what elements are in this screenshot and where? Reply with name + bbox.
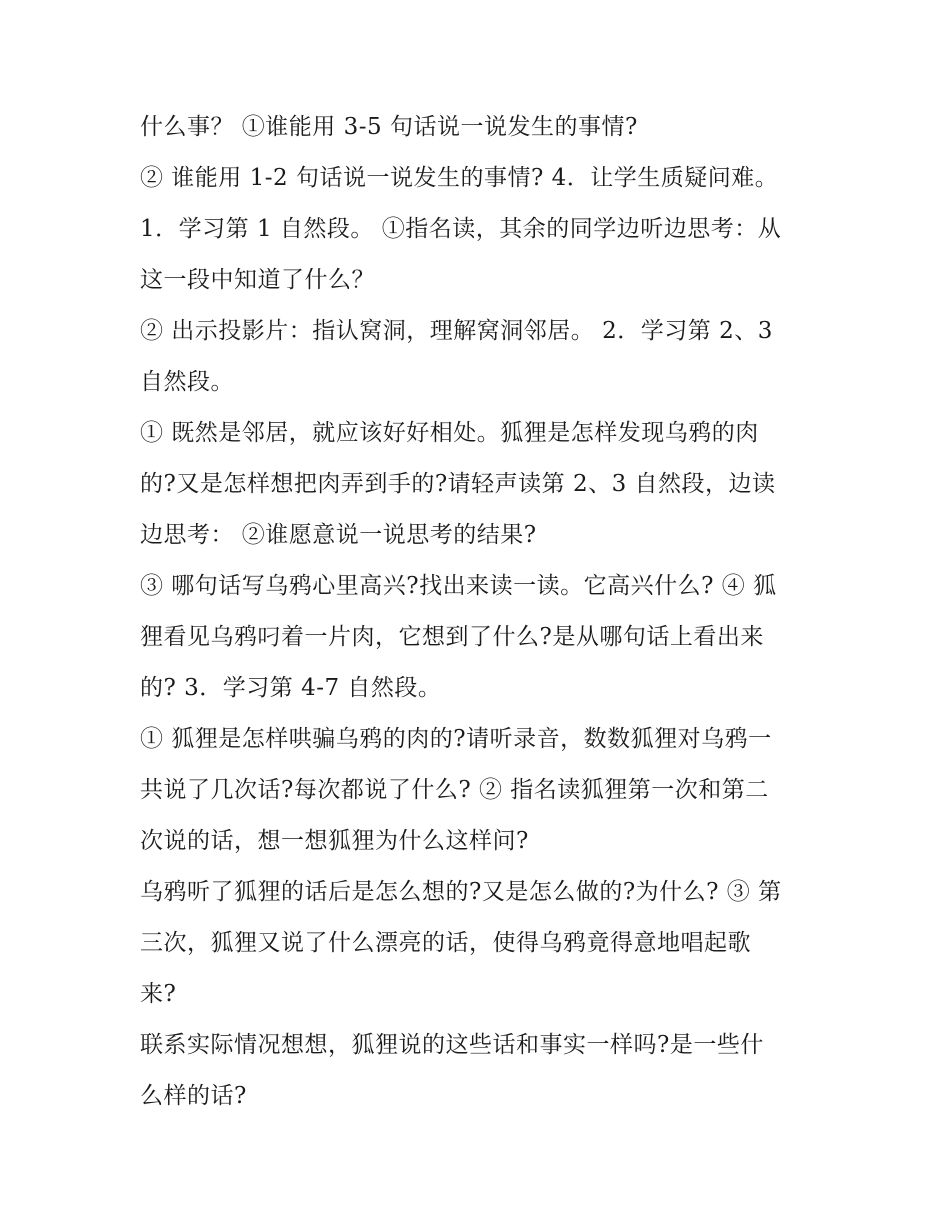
text-line: ③ 哪句话写乌鸦心里高兴?找出来读一读。它高兴什么? ④ 狐 bbox=[140, 573, 777, 599]
text-line: 共说了几次话?每次都说了什么? ② 指名读狐狸第一次和第二 bbox=[140, 777, 769, 803]
text-line: ② 出示投影片：指认窝洞，理解窝洞邻居。 2．学习第 2、3 bbox=[140, 318, 773, 344]
text-line: 的? 3．学习第 4-7 自然段。 bbox=[140, 675, 442, 701]
text-line: 什么事？ ①谁能用 3-5 句话说一说发生的事情? bbox=[140, 114, 638, 140]
text-line: 边思考： ②谁愿意说一说思考的结果? bbox=[140, 522, 537, 548]
text-line: 乌鸦听了狐狸的话后是怎么想的?又是怎么做的?为什么? ③ 第 bbox=[140, 879, 782, 905]
text-line: ② 谁能用 1-2 句话说一说发生的事情? 4．让学生质疑问难。 bbox=[140, 165, 779, 191]
document-body bbox=[140, 102, 810, 1122]
text-line: 1．学习第 1 自然段。 ①指名读，其余的同学边听边思考：从 bbox=[140, 216, 782, 242]
text-line: 联系实际情况想想，狐狸说的这些话和事实一样吗?是一些什 bbox=[140, 1032, 764, 1058]
text-line: 三次，狐狸又说了什么漂亮的话，使得乌鸦竟得意地唱起歌 bbox=[140, 930, 751, 956]
text-line: 来? bbox=[140, 981, 177, 1007]
text-line: 自然段。 bbox=[140, 369, 234, 395]
text-line: 么样的话? bbox=[140, 1083, 247, 1109]
text-line: 次说的话，想一想狐狸为什么这样问? bbox=[140, 828, 529, 854]
text-line: ① 狐狸是怎样哄骗乌鸦的肉的?请听录音，数数狐狸对乌鸦一 bbox=[140, 726, 772, 752]
text-line: ① 既然是邻居，就应该好好相处。狐狸是怎样发现乌鸦的肉 bbox=[140, 420, 759, 446]
text-line: 这一段中知道了什么？ bbox=[140, 267, 375, 293]
text-line: 狸看见乌鸦叼着一片肉，它想到了什么?是从哪句话上看出来 bbox=[140, 624, 764, 650]
text-line: 的?又是怎样想把肉弄到手的?请轻声读第 2、3 自然段，边读 bbox=[140, 471, 776, 497]
